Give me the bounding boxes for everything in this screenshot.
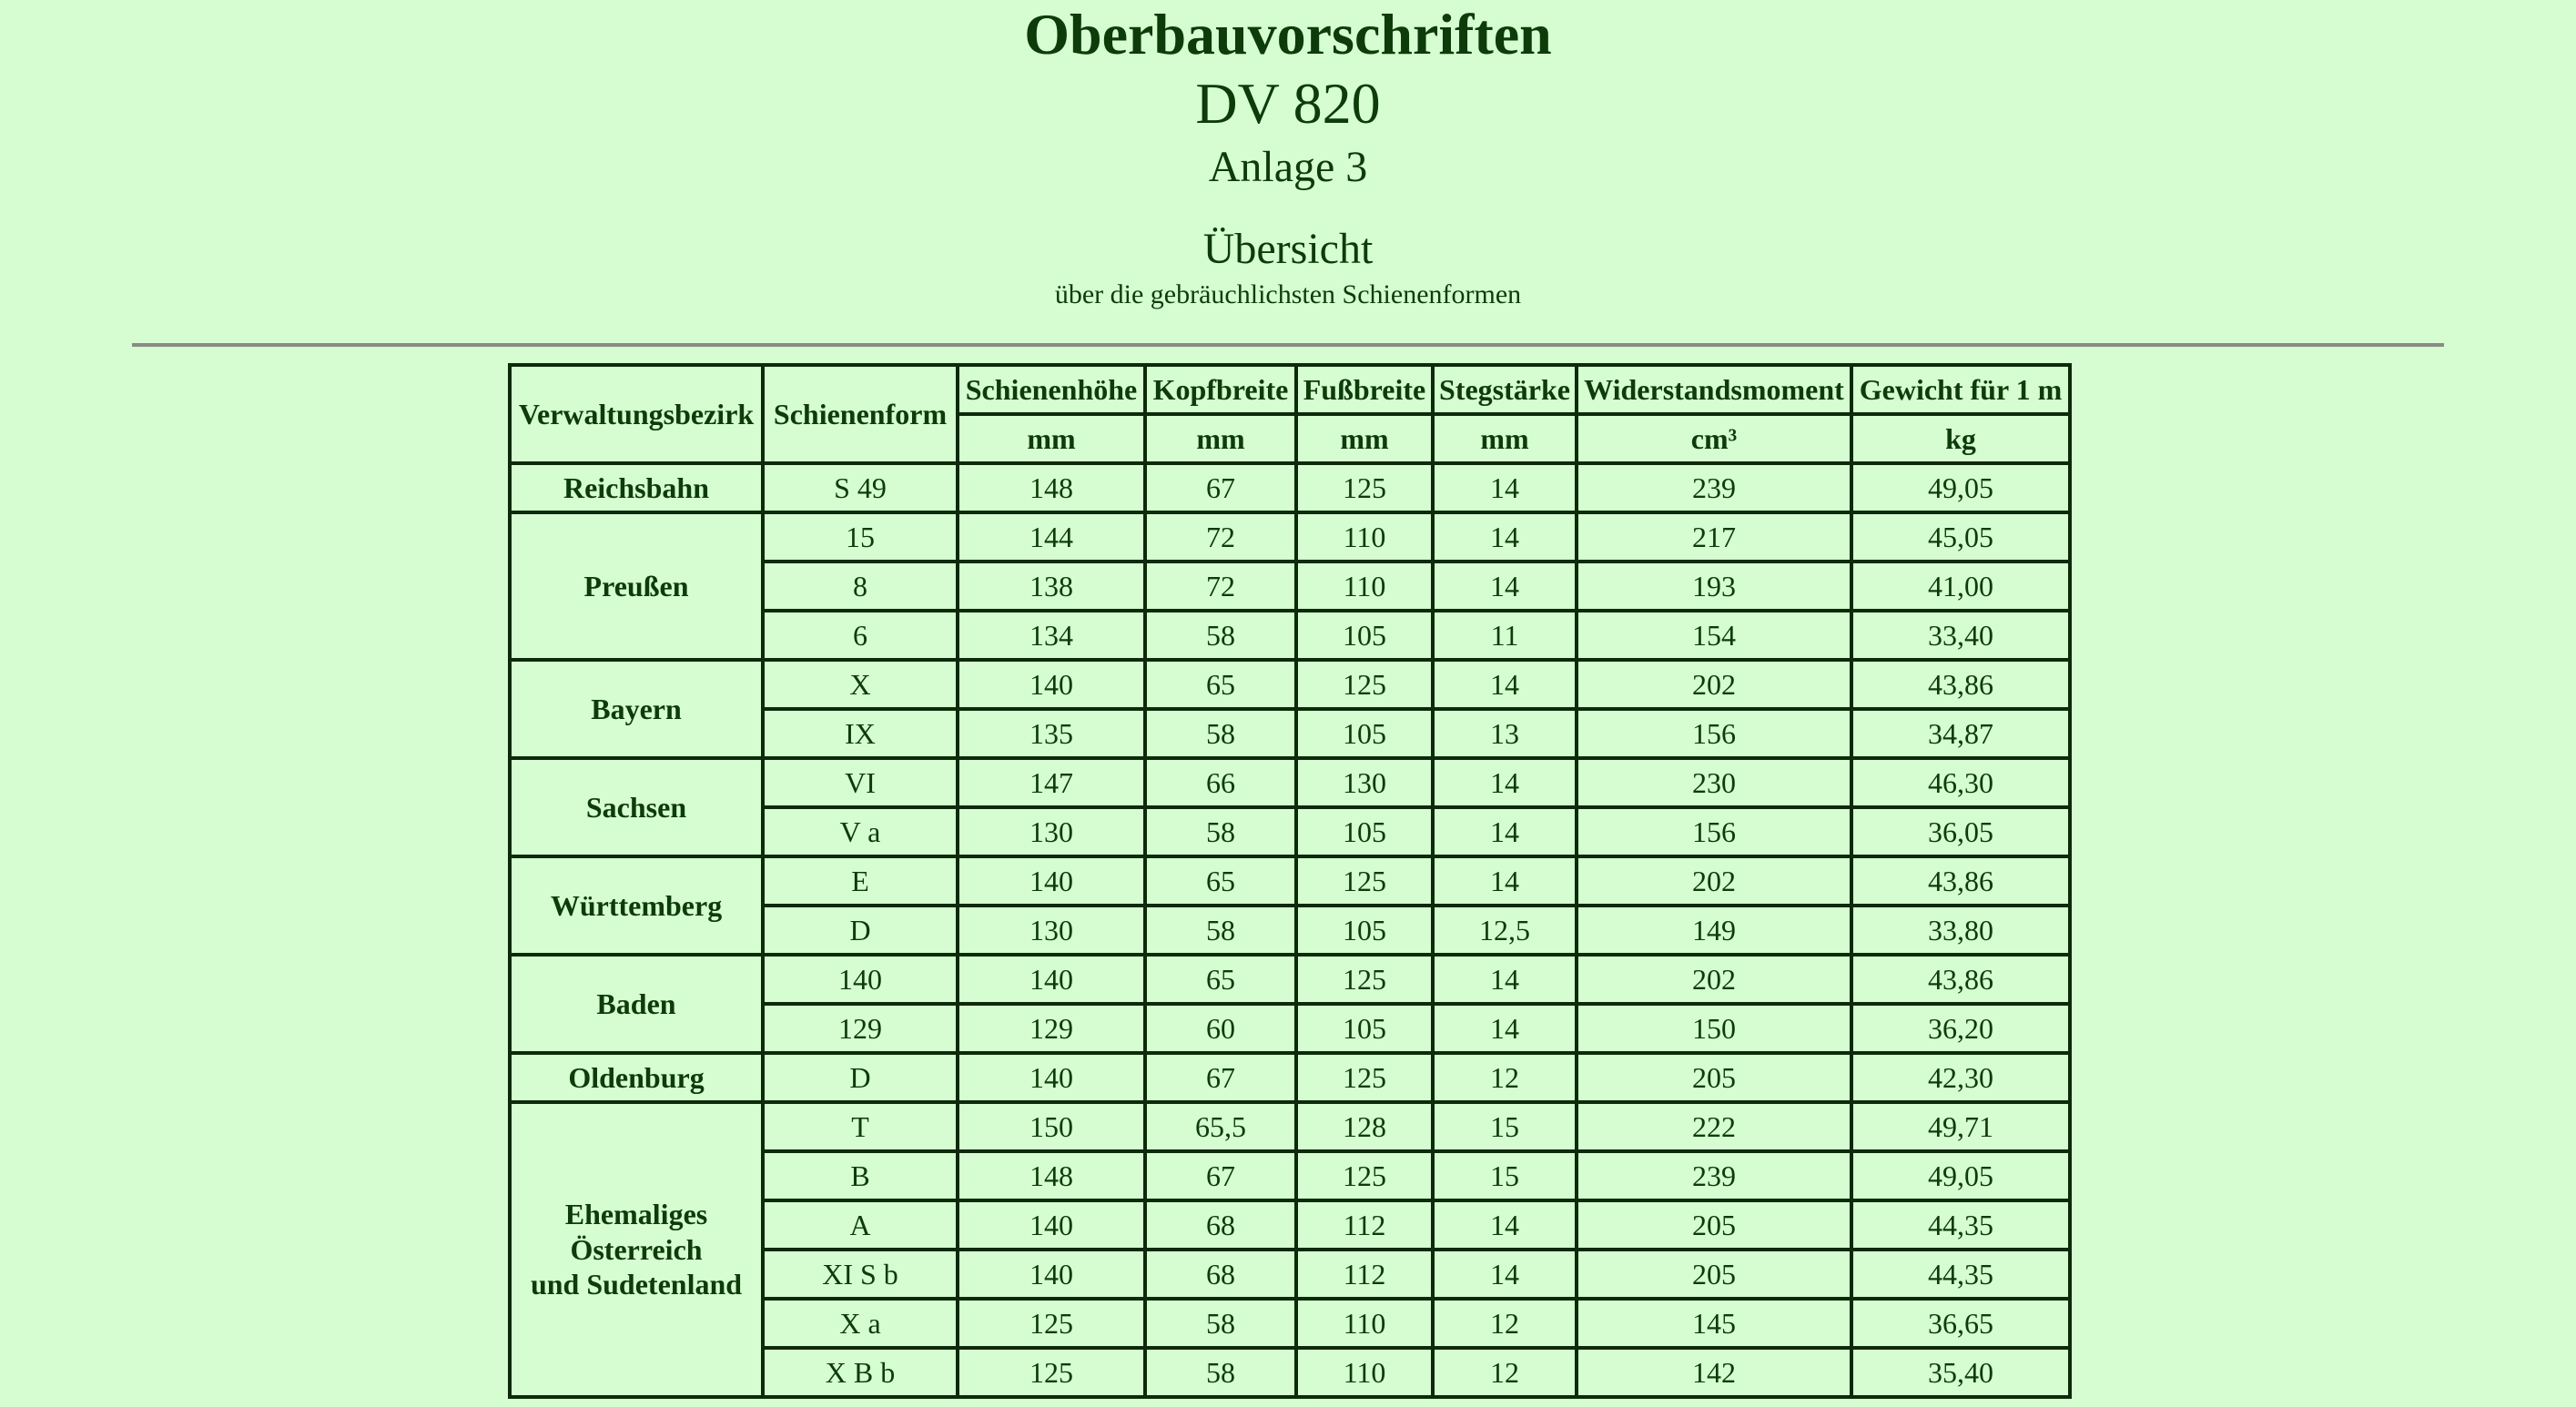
region-cell: Baden — [510, 955, 763, 1053]
rail-height-cell: 125 — [958, 1348, 1145, 1397]
weight-per-meter-cell: 49,05 — [1851, 463, 2070, 512]
rail-form-cell: T — [763, 1102, 958, 1151]
rail-form-cell: D — [763, 906, 958, 955]
rail-height-cell: 150 — [958, 1102, 1145, 1151]
rail-form-cell: X a — [763, 1299, 958, 1348]
rail-height-cell: 140 — [958, 955, 1145, 1004]
foot-width-cell: 125 — [1296, 1151, 1433, 1200]
rail-form-cell: 8 — [763, 562, 958, 611]
rail-height-cell: 130 — [958, 807, 1145, 856]
table-row — [510, 758, 2070, 807]
head-width-cell: 65 — [1145, 660, 1296, 709]
rail-form-cell: 140 — [763, 955, 958, 1004]
header-web-thickness: Stegstärke — [1433, 365, 1577, 414]
table-body — [510, 463, 2070, 1397]
web-thickness-cell: 14 — [1433, 1200, 1577, 1250]
rail-height-cell: 147 — [958, 758, 1145, 807]
weight-per-meter-cell: 36,05 — [1851, 807, 2070, 856]
foot-width-cell: 125 — [1296, 856, 1433, 906]
section-modulus-cell: 154 — [1577, 611, 1851, 660]
weight-per-meter-cell: 36,20 — [1851, 1004, 2070, 1053]
foot-width-cell: 125 — [1296, 463, 1433, 512]
region-cell: Bayern — [510, 660, 763, 758]
foot-width-cell: 105 — [1296, 906, 1433, 955]
rail-height-cell: 140 — [958, 660, 1145, 709]
section-modulus-cell: 202 — [1577, 955, 1851, 1004]
weight-per-meter-cell: 43,86 — [1851, 856, 2070, 906]
annex-label: Anlage 3 — [1208, 143, 1368, 191]
web-thickness-cell: 14 — [1433, 660, 1577, 709]
unit-rail-height: mm — [958, 414, 1145, 463]
section-modulus-cell: 202 — [1577, 856, 1851, 906]
web-thickness-cell: 14 — [1433, 807, 1577, 856]
foot-width-cell: 125 — [1296, 1053, 1433, 1102]
header-rail-form: Schienenform — [763, 365, 958, 463]
rail-profiles-table-container — [508, 363, 2072, 1399]
weight-per-meter-cell: 43,86 — [1851, 660, 2070, 709]
document-code: DV 820 — [1195, 71, 1381, 136]
foot-width-cell: 105 — [1296, 807, 1433, 856]
web-thickness-cell: 14 — [1433, 758, 1577, 807]
table-row — [510, 856, 2070, 906]
section-subheading: über die gebräuchlichsten Schienenformen — [1054, 279, 1522, 309]
foot-width-cell: 128 — [1296, 1102, 1433, 1151]
table-row — [510, 1102, 2070, 1151]
foot-width-cell: 110 — [1296, 562, 1433, 611]
foot-width-cell: 105 — [1296, 611, 1433, 660]
weight-per-meter-cell: 49,71 — [1851, 1102, 2070, 1151]
rail-form-cell: XI S b — [763, 1250, 958, 1299]
rail-height-cell: 135 — [958, 709, 1145, 758]
weight-per-meter-cell: 34,87 — [1851, 709, 2070, 758]
head-width-cell: 58 — [1145, 1348, 1296, 1397]
region-cell: Reichsbahn — [510, 463, 763, 512]
web-thickness-cell: 14 — [1433, 1004, 1577, 1053]
rail-height-cell: 140 — [958, 1200, 1145, 1250]
rail-form-cell: A — [763, 1200, 958, 1250]
section-modulus-cell: 205 — [1577, 1200, 1851, 1250]
head-width-cell: 67 — [1145, 463, 1296, 512]
region-cell: Sachsen — [510, 758, 763, 856]
table-head — [510, 365, 2070, 463]
weight-per-meter-cell: 43,86 — [1851, 955, 2070, 1004]
head-width-cell: 58 — [1145, 611, 1296, 660]
weight-per-meter-cell: 46,30 — [1851, 758, 2070, 807]
table-row — [510, 955, 2070, 1004]
rail-height-cell: 130 — [958, 906, 1145, 955]
web-thickness-cell: 14 — [1433, 955, 1577, 1004]
rail-form-cell: D — [763, 1053, 958, 1102]
rail-form-cell: IX — [763, 709, 958, 758]
rail-height-cell: 134 — [958, 611, 1145, 660]
rail-form-cell: V a — [763, 807, 958, 856]
rail-height-cell: 148 — [958, 463, 1145, 512]
rail-height-cell: 144 — [958, 512, 1145, 562]
web-thickness-cell: 13 — [1433, 709, 1577, 758]
header-foot-width: Fußbreite — [1296, 365, 1433, 414]
rail-form-cell: X — [763, 660, 958, 709]
rail-height-cell: 140 — [958, 1250, 1145, 1299]
head-width-cell: 58 — [1145, 1299, 1296, 1348]
foot-width-cell: 110 — [1296, 1348, 1433, 1397]
head-width-cell: 58 — [1145, 709, 1296, 758]
web-thickness-cell: 12 — [1433, 1299, 1577, 1348]
head-width-cell: 58 — [1145, 807, 1296, 856]
web-thickness-cell: 12,5 — [1433, 906, 1577, 955]
header-section-modulus: Widerstandsmoment — [1577, 365, 1851, 414]
region-cell: Württemberg — [510, 856, 763, 955]
rail-form-cell: VI — [763, 758, 958, 807]
section-modulus-cell: 149 — [1577, 906, 1851, 955]
unit-weight-per-meter: kg — [1851, 414, 2070, 463]
web-thickness-cell: 14 — [1433, 1250, 1577, 1299]
web-thickness-cell: 14 — [1433, 562, 1577, 611]
document-title: Oberbauvorschriften — [1024, 2, 1552, 66]
rail-profiles-table — [508, 363, 2072, 1399]
web-thickness-cell: 14 — [1433, 856, 1577, 906]
foot-width-cell: 105 — [1296, 709, 1433, 758]
web-thickness-cell: 11 — [1433, 611, 1577, 660]
weight-per-meter-cell: 41,00 — [1851, 562, 2070, 611]
rail-height-cell: 125 — [958, 1299, 1145, 1348]
weight-per-meter-cell: 49,05 — [1851, 1151, 2070, 1200]
head-width-cell: 60 — [1145, 1004, 1296, 1053]
unit-head-width: mm — [1145, 414, 1296, 463]
head-width-cell: 68 — [1145, 1250, 1296, 1299]
section-modulus-cell: 222 — [1577, 1102, 1851, 1151]
header-row — [510, 365, 2070, 414]
head-width-cell: 65,5 — [1145, 1102, 1296, 1151]
header-weight-per-meter: Gewicht für 1 m — [1851, 365, 2070, 414]
table-row — [510, 512, 2070, 562]
foot-width-cell: 125 — [1296, 955, 1433, 1004]
foot-width-cell: 125 — [1296, 660, 1433, 709]
web-thickness-cell: 12 — [1433, 1348, 1577, 1397]
rail-form-cell: 6 — [763, 611, 958, 660]
rail-form-cell: 15 — [763, 512, 958, 562]
header-head-width: Kopfbreite — [1145, 365, 1296, 414]
head-width-cell: 72 — [1145, 512, 1296, 562]
section-modulus-cell: 145 — [1577, 1299, 1851, 1348]
weight-per-meter-cell: 44,35 — [1851, 1200, 2070, 1250]
rail-height-cell: 138 — [958, 562, 1145, 611]
section-modulus-cell: 156 — [1577, 807, 1851, 856]
head-width-cell: 66 — [1145, 758, 1296, 807]
rail-form-cell: X B b — [763, 1348, 958, 1397]
section-modulus-cell: 217 — [1577, 512, 1851, 562]
table-row — [510, 660, 2070, 709]
weight-per-meter-cell: 44,35 — [1851, 1250, 2070, 1299]
weight-per-meter-cell: 42,30 — [1851, 1053, 2070, 1102]
rail-form-cell: E — [763, 856, 958, 906]
head-width-cell: 67 — [1145, 1053, 1296, 1102]
section-modulus-cell: 230 — [1577, 758, 1851, 807]
web-thickness-cell: 14 — [1433, 512, 1577, 562]
rail-form-cell: B — [763, 1151, 958, 1200]
foot-width-cell: 112 — [1296, 1200, 1433, 1250]
section-modulus-cell: 150 — [1577, 1004, 1851, 1053]
weight-per-meter-cell: 36,65 — [1851, 1299, 2070, 1348]
header-rail-height: Schienenhöhe — [958, 365, 1145, 414]
foot-width-cell: 130 — [1296, 758, 1433, 807]
weight-per-meter-cell: 33,40 — [1851, 611, 2070, 660]
unit-section-modulus: cm³ — [1577, 414, 1851, 463]
header-region: Verwaltungsbezirk — [510, 365, 763, 463]
table-row — [510, 463, 2070, 512]
section-modulus-cell: 156 — [1577, 709, 1851, 758]
web-thickness-cell: 12 — [1433, 1053, 1577, 1102]
table-row — [510, 1053, 2070, 1102]
section-modulus-cell: 202 — [1577, 660, 1851, 709]
foot-width-cell: 110 — [1296, 512, 1433, 562]
unit-foot-width: mm — [1296, 414, 1433, 463]
region-cell: Preußen — [510, 512, 763, 660]
section-modulus-cell: 193 — [1577, 562, 1851, 611]
rail-height-cell: 140 — [958, 856, 1145, 906]
horizontal-divider — [132, 343, 2444, 347]
rail-height-cell: 129 — [958, 1004, 1145, 1053]
section-modulus-cell: 142 — [1577, 1348, 1851, 1397]
region-cell: Oldenburg — [510, 1053, 763, 1102]
head-width-cell: 58 — [1145, 906, 1296, 955]
weight-per-meter-cell: 33,80 — [1851, 906, 2070, 955]
rail-height-cell: 140 — [958, 1053, 1145, 1102]
head-width-cell: 65 — [1145, 955, 1296, 1004]
section-heading: Übersicht — [1202, 225, 1374, 273]
web-thickness-cell: 14 — [1433, 463, 1577, 512]
foot-width-cell: 112 — [1296, 1250, 1433, 1299]
section-modulus-cell: 205 — [1577, 1053, 1851, 1102]
rail-form-cell: 129 — [763, 1004, 958, 1053]
web-thickness-cell: 15 — [1433, 1151, 1577, 1200]
unit-web-thickness: mm — [1433, 414, 1577, 463]
section-modulus-cell: 239 — [1577, 463, 1851, 512]
foot-width-cell: 105 — [1296, 1004, 1433, 1053]
region-cell: Ehemaliges Österreich und Sudetenland — [510, 1102, 763, 1397]
foot-width-cell: 110 — [1296, 1299, 1433, 1348]
rail-form-cell: S 49 — [763, 463, 958, 512]
weight-per-meter-cell: 35,40 — [1851, 1348, 2070, 1397]
head-width-cell: 68 — [1145, 1200, 1296, 1250]
head-width-cell: 67 — [1145, 1151, 1296, 1200]
section-modulus-cell: 205 — [1577, 1250, 1851, 1299]
head-width-cell: 72 — [1145, 562, 1296, 611]
section-modulus-cell: 239 — [1577, 1151, 1851, 1200]
web-thickness-cell: 15 — [1433, 1102, 1577, 1151]
rail-height-cell: 148 — [958, 1151, 1145, 1200]
weight-per-meter-cell: 45,05 — [1851, 512, 2070, 562]
head-width-cell: 65 — [1145, 856, 1296, 906]
